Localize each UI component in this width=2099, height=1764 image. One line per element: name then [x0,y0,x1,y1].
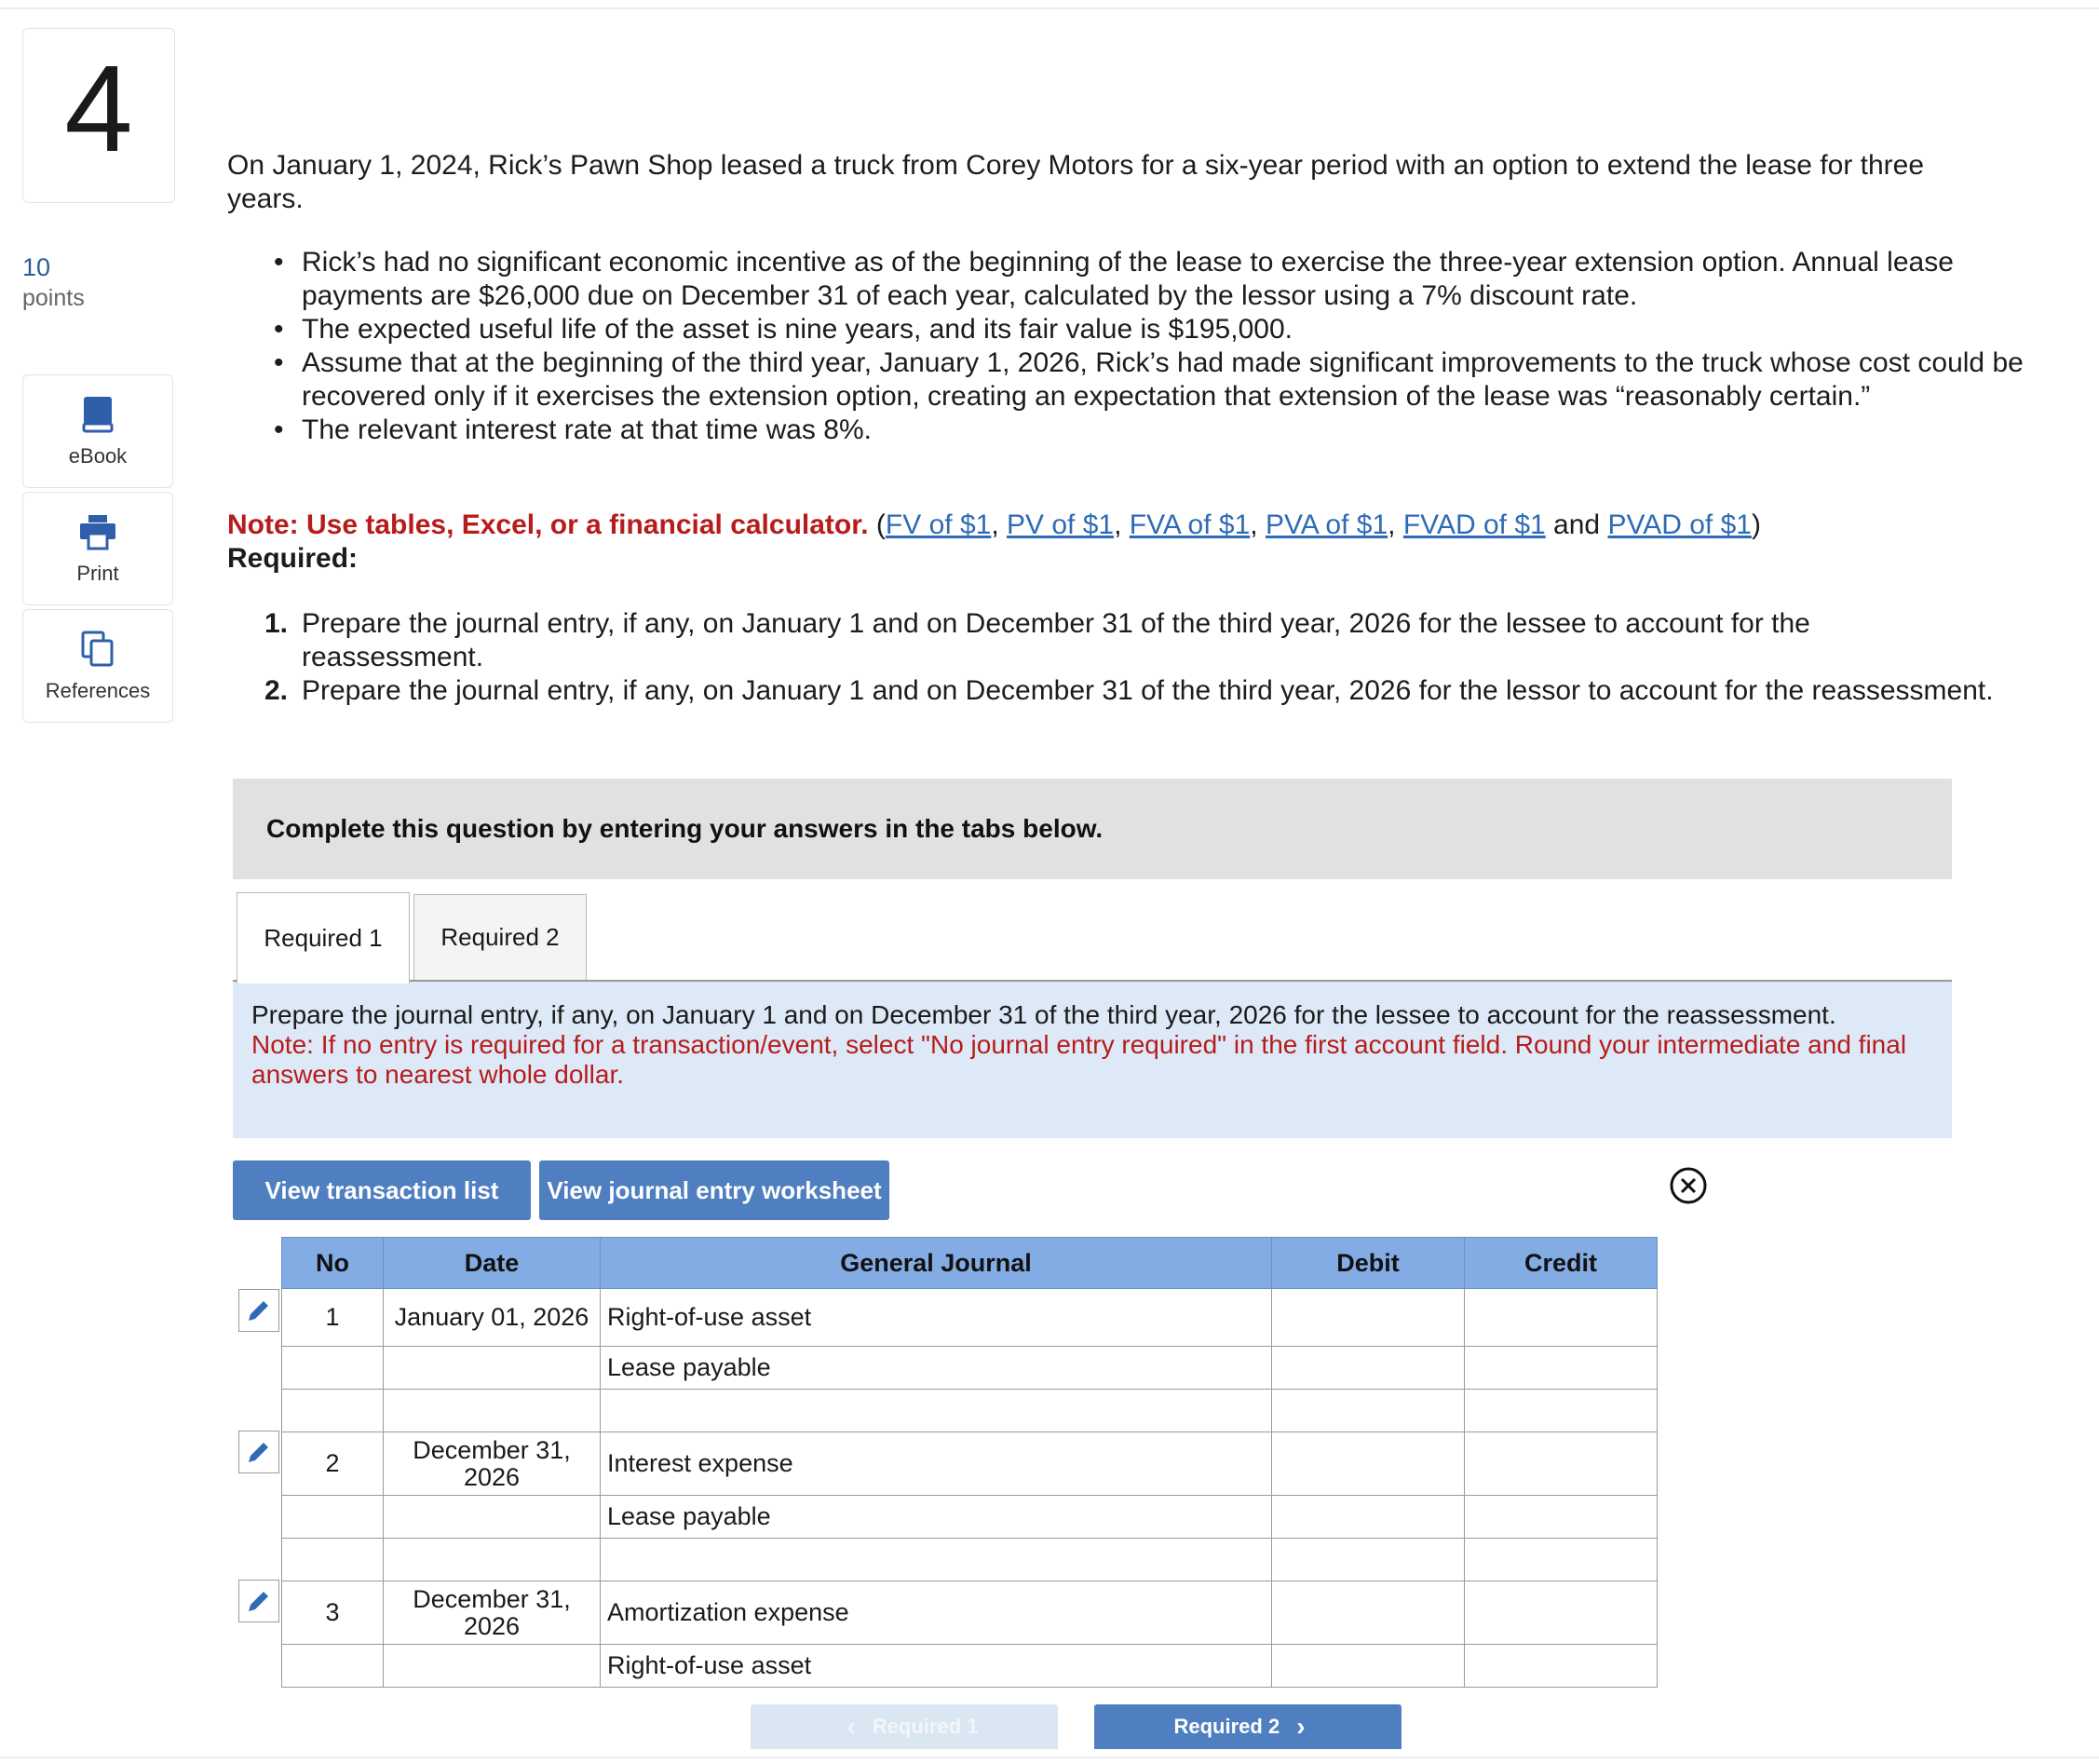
header-no: No [282,1238,384,1289]
account-cell[interactable]: Lease payable [601,1496,1272,1539]
table-row [282,1581,1658,1645]
debit-cell[interactable] [1272,1289,1465,1347]
credit-cell[interactable] [1465,1347,1658,1390]
chevron-right-icon: › [1296,1712,1306,1741]
requirement-item [227,607,1997,674]
edit-entry-2-button[interactable] [238,1431,279,1473]
question-number: 4 [64,40,133,177]
debit-cell[interactable] [1272,1390,1465,1432]
debit-cell[interactable] [1272,1645,1465,1688]
complete-question-banner: Complete this question by entering your answers in the tabs below. [233,779,1952,879]
table-row [282,1645,1658,1688]
debit-cell[interactable] [1272,1581,1465,1645]
account-cell[interactable]: Right-of-use asset [601,1645,1272,1688]
table-row [282,1496,1658,1539]
ebook-label: eBook [68,444,128,468]
link-fva[interactable]: FVA of $1 [1129,509,1251,540]
book-icon [77,394,118,435]
fact-item: • The expected useful life of the asset is nine years, and its fair value is $195,000. [302,313,2071,346]
entry-number-empty [282,1539,384,1581]
pencil-icon [245,1296,273,1324]
account-cell[interactable]: Right-of-use asset [601,1289,1272,1347]
prev-label: Required 1 [872,1715,979,1738]
tab-required-1[interactable]: Required 1 [237,892,410,984]
debit-cell[interactable] [1272,1539,1465,1581]
entry-number: 3 [282,1581,384,1645]
credit-cell[interactable] [1465,1539,1658,1581]
points-value: 10 [22,253,51,281]
header-date: Date [384,1238,601,1289]
printer-icon [77,511,118,552]
table-header-row [282,1238,1658,1289]
chevron-left-icon: ‹ [846,1712,856,1741]
credit-cell[interactable] [1465,1496,1658,1539]
entry-number-empty [282,1496,384,1539]
entry-number-empty [282,1390,384,1432]
entry-date: December 31, 2026 [384,1581,601,1645]
link-fvad[interactable]: FVAD of $1 [1402,509,1546,540]
entry-date: January 01, 2026 [384,1289,601,1347]
next-label: Required 2 [1173,1715,1280,1738]
table-row [282,1289,1658,1347]
credit-cell[interactable] [1465,1390,1658,1432]
entry-date: December 31, 2026 [384,1432,601,1496]
link-pvad[interactable]: PVAD of $1 [1607,509,1752,540]
facts-list [227,246,2071,447]
edit-entry-3-button[interactable] [238,1580,279,1622]
requirement-item [227,674,1997,708]
references-label: References [45,679,151,702]
link-pv[interactable]: PV of $1 [1007,509,1115,540]
table-row [282,1347,1658,1390]
instruction-text: Prepare the journal entry, if any, on January 1 and on December 31 of the third year, 2026 for the lessee to account for the reassessment. [251,1000,1836,1029]
copy-documents-icon [77,629,118,670]
references-button[interactable] [22,609,173,723]
tables-note: Note: Use tables, Excel, or a financial calculator. (FV of $1, PV of $1, FVA of $1, PVA of $1, FVAD of $1 and PVAD of $1) [227,509,1761,540]
edit-entry-1-button[interactable] [238,1289,279,1332]
bottom-divider [0,1757,2099,1758]
table-row [282,1539,1658,1581]
entry-date-empty [384,1390,601,1432]
account-cell[interactable] [601,1539,1272,1581]
debit-cell[interactable] [1272,1496,1465,1539]
entry-date-empty [384,1539,601,1581]
instruction-note: Note: If no entry is required for a transaction/event, select "No journal entry required" in the first account field. Round your intermediate and final answers to nearest whole dollar. [251,1030,1907,1089]
fact-item: • Rick’s had no significant economic incentive as of the beginning of the lease to exercise the three-year extension option. Annual lease payments are $26,000 due on December 31 of each year, calculated by the lessor using a 7% discount rate. [302,246,2071,313]
entry-number-empty [282,1645,384,1688]
requirement-text: Prepare the journal entry, if any, on January 1 and on December 31 of the third year, 2026 for the lessor to account for the reassessment. [302,675,1994,706]
ebook-button[interactable] [22,374,173,488]
and-word: and [1553,509,1601,540]
account-cell[interactable] [601,1390,1272,1432]
entry-number: 2 [282,1432,384,1496]
prev-required-1-button[interactable] [751,1704,1058,1749]
view-transaction-list-button[interactable]: View transaction list [233,1160,531,1220]
problem-intro: On January 1, 2024, Rick’s Pawn Shop leased a truck from Corey Motors for a six-year period with an option to extend the lease for three years. [227,150,1925,214]
credit-cell[interactable] [1465,1432,1658,1496]
debit-cell[interactable] [1272,1432,1465,1496]
tab-instructions [233,982,1952,1138]
header-credit: Credit [1465,1238,1658,1289]
requirement-text: Prepare the journal entry, if any, on January 1 and on December 31 of the third year, 2026 for the lessee to account for the reassessment. [302,608,1810,672]
account-cell[interactable]: Interest expense [601,1432,1272,1496]
view-journal-worksheet-button[interactable]: View journal entry worksheet [539,1160,889,1220]
header-debit: Debit [1272,1238,1465,1289]
top-divider [0,7,2099,9]
debit-cell[interactable] [1272,1347,1465,1390]
credit-cell[interactable] [1465,1581,1658,1645]
link-pva[interactable]: PVA of $1 [1265,509,1388,540]
question-number-box [22,28,175,203]
next-required-2-button[interactable] [1094,1704,1402,1749]
points-label: points [22,285,85,311]
print-label: Print [76,562,119,585]
entry-date-empty [384,1347,601,1390]
table-row [282,1432,1658,1496]
table-row [282,1390,1658,1432]
print-button[interactable] [22,492,173,605]
close-circle-icon[interactable] [1669,1166,1708,1205]
required-heading: Required: [227,543,359,574]
requirement-number: 1. [264,608,289,639]
entry-date-empty [384,1645,601,1688]
entry-number: 1 [282,1289,384,1347]
pencil-icon [245,1438,273,1466]
account-cell[interactable]: Amortization expense [601,1581,1272,1645]
account-cell[interactable]: Lease payable [601,1347,1272,1390]
credit-cell[interactable] [1465,1289,1658,1347]
header-general-journal: General Journal [601,1238,1272,1289]
requirement-number: 2. [264,675,289,706]
general-journal-table [281,1237,1658,1688]
entry-date-empty [384,1496,601,1539]
fact-item: • The relevant interest rate at that time was 8%. [302,414,2071,447]
credit-cell[interactable] [1465,1645,1658,1688]
entry-number-empty [282,1347,384,1390]
tab-required-2[interactable]: Required 2 [413,894,587,980]
requirements-list [227,607,1997,708]
link-fv[interactable]: FV of $1 [885,509,992,540]
pencil-icon [245,1587,273,1615]
fact-item: • Assume that at the beginning of the third year, January 1, 2026, Rick’s had made significant improvements to the truck whose cost could be recovered only if it exercises the extension option, creating an expectation that extension of the lease was “reasonably certain.” [302,346,2071,414]
note-label: Note: Use tables, Excel, or a financial calculator. [227,509,869,540]
